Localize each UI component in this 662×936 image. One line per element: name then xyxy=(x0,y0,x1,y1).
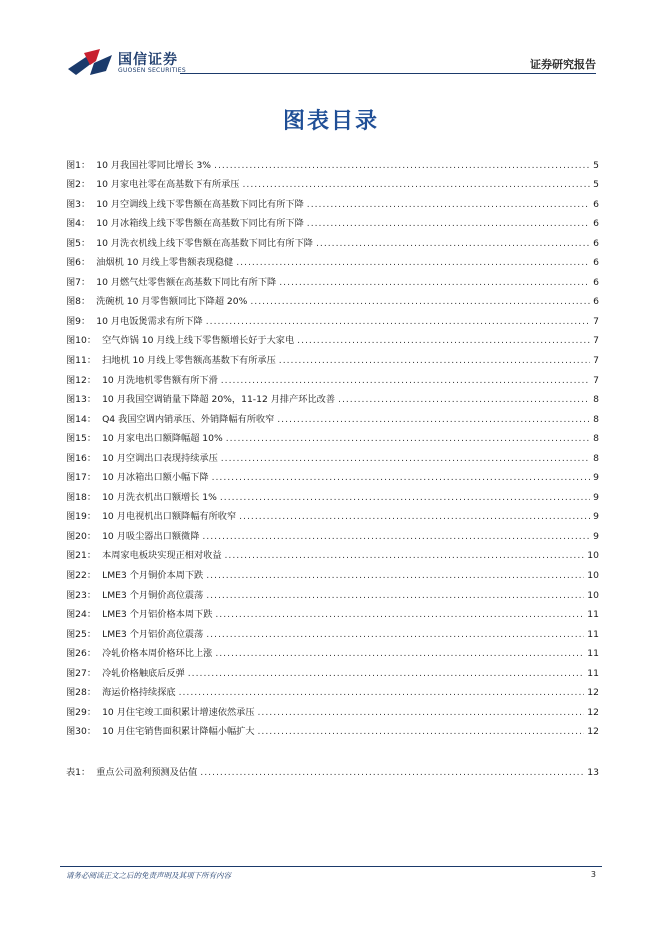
toc-leader-dots xyxy=(316,238,590,250)
toc-entry-number: 图29： xyxy=(66,706,97,718)
page-number: 3 xyxy=(590,870,596,879)
toc-entry-page: 10 xyxy=(587,570,599,582)
toc-entry[interactable] xyxy=(66,719,599,739)
toc-entry-number: 图21： xyxy=(66,550,97,562)
toc-entry-title: 本周家电板块实现正相对收益 xyxy=(102,550,222,562)
toc-entry-number: 图24： xyxy=(66,609,97,621)
toc-entry[interactable] xyxy=(66,699,599,719)
toc-leader-dots xyxy=(258,707,585,719)
toc-entry[interactable] xyxy=(66,426,599,446)
toc-entry[interactable] xyxy=(66,172,599,192)
toc-entry-page: 7 xyxy=(593,355,599,367)
toc-entry-title: 10 月空调出口表现持续承压 xyxy=(102,452,218,464)
toc-leader-dots xyxy=(200,767,584,779)
toc-entry[interactable] xyxy=(66,445,599,465)
toc-entry-number: 图4： xyxy=(66,218,91,230)
toc-entry-title: 冷轧价格触底后反弹 xyxy=(102,667,185,679)
toc-entry-number: 图8： xyxy=(66,296,91,308)
toc-leader-dots xyxy=(297,335,590,347)
toc-entry-page: 6 xyxy=(593,276,599,288)
toc-leader-dots xyxy=(188,668,585,680)
toc-entry[interactable] xyxy=(66,602,599,622)
toc-entry-page: 12 xyxy=(587,687,599,699)
toc-leader-dots xyxy=(226,433,590,445)
page-header xyxy=(0,0,662,80)
toc-entry-number: 图19： xyxy=(66,511,97,523)
toc-entry[interactable] xyxy=(66,347,599,367)
toc-entry-number: 图5： xyxy=(66,237,91,249)
toc-entry[interactable] xyxy=(66,621,599,641)
toc-entry-number: 图2： xyxy=(66,179,91,191)
toc-entry-number: 图13： xyxy=(66,394,97,406)
toc-entry-number: 图28： xyxy=(66,687,97,699)
toc-entry-page: 8 xyxy=(593,413,599,425)
footer-disclaimer: 请务必阅读正文之后的免责声明及其项下所有内容 xyxy=(66,871,231,880)
toc-entry-title: 海运价格持续探底 xyxy=(102,687,176,699)
toc-entry[interactable] xyxy=(66,660,599,680)
toc-entry[interactable] xyxy=(66,191,599,211)
toc-entry[interactable] xyxy=(66,387,599,407)
page-title: 图表目录 xyxy=(282,109,379,134)
toc-entry-number: 图15： xyxy=(66,433,97,445)
toc-leader-dots xyxy=(215,648,584,660)
toc-entry-page: 10 xyxy=(587,550,599,562)
toc-entry-title: LME3 个月铜价本周下跌 xyxy=(102,570,204,582)
toc-leader-dots xyxy=(239,511,590,523)
toc-entry-page: 12 xyxy=(587,706,599,718)
toc-entry-title: 冷轧价格本周价格环比上涨 xyxy=(102,648,213,660)
toc-entry-title: 10 月电饭煲需求有所下降 xyxy=(96,315,203,327)
toc-entry-title: 10 月空调线上线下零售额在高基数下同比有所下降 xyxy=(96,198,304,210)
toc-entry[interactable] xyxy=(66,680,599,700)
toc-entry-title: LME3 个月铝价格本周下跌 xyxy=(102,609,213,621)
toc-entry-number: 图25： xyxy=(66,628,97,640)
toc-entry-number: 图23： xyxy=(66,589,97,601)
toc-entry-page: 11 xyxy=(587,648,599,660)
toc-leader-dots xyxy=(206,629,584,641)
figure-list xyxy=(66,152,599,738)
toc-leader-dots xyxy=(250,296,590,308)
toc-entry[interactable] xyxy=(66,641,599,661)
toc-entry-number: 图30： xyxy=(66,726,97,738)
toc-entry-title: 10 月住宅销售面积累计降幅小幅扩大 xyxy=(102,726,255,738)
toc-entry-page: 11 xyxy=(587,609,599,621)
toc-entry-title: 10 月家电出口额降幅超 10% xyxy=(102,433,223,445)
toc-entry-page: 12 xyxy=(587,726,599,738)
toc-entry-number: 图9： xyxy=(66,315,91,327)
toc-entry-page: 6 xyxy=(593,257,599,269)
toc-entry[interactable] xyxy=(66,289,599,309)
toc-leader-dots xyxy=(212,472,591,484)
toc-entry-page: 9 xyxy=(593,530,599,542)
toc-entry-page: 7 xyxy=(593,315,599,327)
toc-leader-dots xyxy=(225,550,585,562)
toc-entry-page: 8 xyxy=(593,394,599,406)
toc-entry-number: 图18： xyxy=(66,491,97,503)
toc-entry-page: 5 xyxy=(593,159,599,171)
toc-entry-number: 图3： xyxy=(66,198,91,210)
toc-entry-title: 10 月洗衣机出口额增长 1% xyxy=(102,491,217,503)
toc-entry-title: 10 月燃气灶零售额在高基数下同比有所下降 xyxy=(96,276,277,288)
toc-entry-page: 8 xyxy=(593,433,599,445)
toc-entry-number: 图20： xyxy=(66,530,97,542)
toc-leader-dots xyxy=(236,257,590,269)
toc-entry-title: 油烟机 10 月线上零售额表现稳健 xyxy=(96,257,234,269)
toc-leader-dots xyxy=(279,277,590,289)
toc-leader-dots xyxy=(214,160,590,172)
toc-entry-number: 图7： xyxy=(66,276,91,288)
toc-leader-dots xyxy=(307,218,590,230)
toc-leader-dots xyxy=(179,687,585,699)
toc-entry-page: 7 xyxy=(593,335,599,347)
brand-name-en: GUOSEN SECURITIES xyxy=(118,67,187,74)
toc-entry[interactable] xyxy=(66,367,599,387)
toc-entry[interactable] xyxy=(66,543,599,563)
toc-entry-page: 6 xyxy=(593,296,599,308)
toc-leader-dots xyxy=(206,570,584,582)
header-divider xyxy=(180,73,596,74)
toc-entry[interactable] xyxy=(66,328,599,348)
toc-entry-page: 7 xyxy=(593,374,599,386)
table-list xyxy=(66,759,599,779)
toc-entry-page: 6 xyxy=(593,237,599,249)
toc-leader-dots xyxy=(279,355,590,367)
toc-entry-number: 图14： xyxy=(66,413,97,425)
toc-leader-dots xyxy=(221,453,590,465)
toc-entry[interactable] xyxy=(66,582,599,602)
toc-entry[interactable] xyxy=(66,406,599,426)
toc-entry-number: 表1： xyxy=(66,766,91,778)
toc-entry-title: 10 月电视机出口额降幅有所收窄 xyxy=(102,511,237,523)
report-type-label: 证券研究报告 xyxy=(530,58,596,71)
toc-entry[interactable] xyxy=(66,759,599,779)
toc-leader-dots xyxy=(242,179,590,191)
toc-entry-number: 图6： xyxy=(66,257,91,269)
toc-entry-title: 空气炸锅 10 月线上线下零售额增长好于大家电 xyxy=(102,335,295,347)
toc-entry-title: 10 月洗地机零售额有所下滑 xyxy=(102,374,218,386)
toc-entry-number: 图22： xyxy=(66,570,97,582)
toc-entry[interactable] xyxy=(66,523,599,543)
toc-entry-number: 图1： xyxy=(66,159,91,171)
toc-entry-number: 图10： xyxy=(66,335,97,347)
toc-entry-title: LME3 个月铜价高位震荡 xyxy=(102,589,204,601)
toc-entry-title: 10 月我国空调销量下降超 20%，11-12 月排产环比改善 xyxy=(102,394,336,406)
toc-entry[interactable] xyxy=(66,562,599,582)
toc-entry-page: 11 xyxy=(587,628,599,640)
toc-entry[interactable] xyxy=(66,152,599,172)
toc-entry-page: 10 xyxy=(587,589,599,601)
toc-entry[interactable] xyxy=(66,504,599,524)
toc-entry-title: 10 月洗衣机线上线下零售额在高基数下同比有所下降 xyxy=(96,237,313,249)
toc-entry-page: 11 xyxy=(587,667,599,679)
toc-entry-page: 8 xyxy=(593,452,599,464)
brand-name-cn: 国信证券 xyxy=(118,52,178,68)
toc-entry-page: 5 xyxy=(593,179,599,191)
guosen-logo-icon xyxy=(66,47,114,77)
toc-entry-page: 6 xyxy=(593,198,599,210)
toc-leader-dots xyxy=(221,375,590,387)
toc-entry-title: 10 月吸尘器出口额微降 xyxy=(102,530,200,542)
toc-entry-number: 图27： xyxy=(66,667,97,679)
toc-entry-number: 图16： xyxy=(66,452,97,464)
toc-entry-page: 9 xyxy=(593,511,599,523)
toc-entry-page: 9 xyxy=(593,491,599,503)
toc-leader-dots xyxy=(206,316,590,328)
toc-leader-dots xyxy=(206,590,584,602)
toc-leader-dots xyxy=(277,414,590,426)
toc-leader-dots xyxy=(215,609,584,621)
toc-entry-title: Q4 我国空调内销承压、外销降幅有所收窄 xyxy=(102,413,275,425)
toc-entry[interactable] xyxy=(66,484,599,504)
toc-leader-dots xyxy=(338,394,590,406)
toc-entry-title: 洗碗机 10 月零售额同比下降超 20% xyxy=(96,296,248,308)
toc-entry-page: 9 xyxy=(593,472,599,484)
toc-entry-title: 10 月我国社零同比增长 3% xyxy=(96,159,212,171)
toc-leader-dots xyxy=(258,726,585,738)
toc-entry-title: 10 月住宅竣工面积累计增速依然承压 xyxy=(102,706,255,718)
toc-entry-title: 10 月家电社零在高基数下有所承压 xyxy=(96,179,240,191)
toc-entry-number: 图17： xyxy=(66,472,97,484)
toc-entry[interactable] xyxy=(66,465,599,485)
toc-entry-number: 图26： xyxy=(66,648,97,660)
toc-entry-page: 6 xyxy=(593,218,599,230)
toc-entry-page: 13 xyxy=(587,766,599,778)
toc-entry-title: 10 月冰箱出口额小幅下降 xyxy=(102,472,209,484)
toc-entry[interactable] xyxy=(66,230,599,250)
toc-entry-number: 图11： xyxy=(66,355,97,367)
toc-entry-title: 10 月冰箱线上线下零售额在高基数下同比有所下降 xyxy=(96,218,304,230)
toc-entry[interactable] xyxy=(66,269,599,289)
toc-leader-dots xyxy=(307,199,590,211)
toc-entry[interactable] xyxy=(66,211,599,231)
toc-entry-title: 扫地机 10 月线上零售额高基数下有所承压 xyxy=(102,355,276,367)
toc-entry[interactable] xyxy=(66,308,599,328)
footer-divider xyxy=(60,866,602,867)
toc-entry[interactable] xyxy=(66,250,599,270)
toc-leader-dots xyxy=(220,492,590,504)
toc-entry-title: LME3 个月铝价高位震荡 xyxy=(102,628,204,640)
toc-entry-title: 重点公司盈利预测及估值 xyxy=(96,766,198,778)
toc-leader-dots xyxy=(202,531,590,543)
toc-entry-number: 图12： xyxy=(66,374,97,386)
